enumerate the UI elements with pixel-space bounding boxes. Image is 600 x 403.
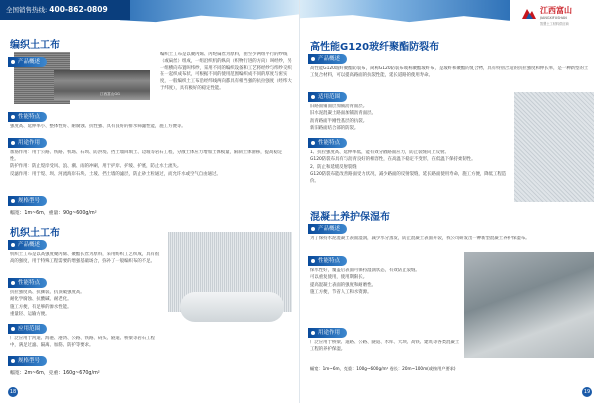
tag-overview-1: 产品概述 (8, 57, 47, 67)
hotline-label: 全国销售热线: (6, 6, 48, 14)
machine-woven-spec: 幅宽：2m~6m，克重：160g~670g/m² (10, 371, 100, 376)
machine-woven-intro-text: 机织土工布是以高强度聚丙烯、聚酯长丝为原料，采用纺织工艺织成，具有很高的强度，用于特殊工程需要的增强基础场合，弥补了一般编织布的不足。 (10, 252, 160, 264)
anti-crack-features-list (310, 150, 510, 202)
header-wave (300, 0, 510, 26)
section-title-machine-woven: 机织土工布 (10, 228, 60, 239)
scope-item: 旧路面铺面层加铺沥青面层。 (310, 104, 368, 109)
woven-spec: 幅宽：1m~6m，重量：90g~600g/m² (10, 211, 97, 216)
feature-item: 2、防止和延缓反射裂缝 (310, 164, 357, 170)
curing-uses-text: 广泛应用于桥梁、道路、公路、隧道、水库、大坝、高铁、建筑等各类混凝土工程的养护保湿。 (310, 340, 460, 352)
tag-spec-2: 规格型号 (8, 356, 47, 366)
woven-features-text: 强度高、延伸率小、整体性好、耐腐蚀、抗性强、具有良好的排水筛滤性能，施工方便等。 (10, 124, 186, 129)
curing-feature-item: 可以重复使用，使用期限长。 (310, 275, 368, 281)
scope-item: 沥青路面半刚性基层的抗裂。 (310, 118, 368, 124)
header-wave (120, 0, 300, 26)
scope-item: 新旧路面结合部的防裂。 (310, 126, 359, 132)
curing-feature-item: 保水性好，覆盖后表面可保持湿润状态，有效防止裂缝。 (310, 268, 420, 273)
tag-features-4: 性能特点 (308, 256, 347, 266)
anti-crack-scope-list (310, 104, 510, 132)
woven-use-item: 反滤作用：用于堤、坝、河流海岸石块、土坡、挡土墙的滤层，防止砂土粒通过，而允许水或空气自由通过。 (10, 171, 221, 177)
curing-feature-item: 提高混凝土表面的强度和耐磨性。 (310, 282, 376, 288)
feature-item: G120防裂布能改善路面受力状况，减少路面的反射裂缝，延长路面使用寿命，施工方便，降低工程造价。 (310, 172, 507, 184)
anti-crack-intro-text: 高性能G120玻纤聚酯防裂布，简称G120防裂布或称聚酯玻纤布，是玻纤和聚酯的复合物，具有特别合适的抗拉强度和伸长率，是一种新型的土工复合材料，可以提高路面的抗裂性能，延长道路的使用寿命。 (310, 66, 589, 78)
page-number-right: 19 (583, 389, 591, 395)
logo-name: 江西富山 (540, 6, 572, 15)
page-number-left: 18 (9, 389, 17, 395)
curing-spec: 幅宽：1m~6m，克重：100g~600g/m² 卷长：20m~100m(或按用户要求) (310, 366, 456, 371)
logo-english: JIANGXIFUSHAN (540, 16, 567, 20)
tag-spec-1: 规格型号 (8, 196, 47, 206)
white-fabric-roll-photo (180, 292, 284, 322)
section-title-anti-crack-fabric: 高性能G120玻纤聚酯防裂布 (310, 42, 440, 53)
feature-item: 1、抗拉强度高、延伸率低，能有效分散路面应力，防止裂缝向上反射。 (310, 150, 449, 155)
tag-uses-4: 用途作用 (308, 328, 347, 338)
feature-item: G120防裂布具有与沥青良好的相容性，在高温下稳定不变形，在低温下保持柔韧性。 (310, 157, 476, 163)
tag-overview-3: 产品概述 (308, 54, 347, 64)
mountain-logo-icon (522, 6, 536, 20)
tag-scope-3: 适用范围 (308, 92, 347, 102)
curing-feature-item: 施工方便，节省人工和水资源。 (310, 290, 372, 296)
tag-uses-1: 用途作用 (8, 138, 47, 148)
scope-item: 旧水泥混凝土路面加铺沥青面层。 (310, 111, 376, 117)
machine-feature-item: 重量轻、运输方便。 (10, 312, 50, 318)
tag-scope-2: 应用范围 (8, 324, 47, 334)
woven-use-item: 防护作用：防止堤岸受风、浪、潮、雨的冲刷，用于护岸、护坡、护底，防止水土流失。 (10, 164, 182, 170)
woven-use-item: 加筋作用：用于公路、铁路、机场、石坝、防洪堤、挡土墙回填土、边坡等岩石工程，分散土体应力增加土体模量，限制土体滑移，提高稳定性。 (10, 150, 283, 162)
tag-features-2: 性能特点 (8, 278, 47, 288)
machine-woven-features-list (10, 290, 162, 318)
woven-uses-list (10, 150, 290, 192)
tag-overview-2: 产品概述 (8, 240, 47, 250)
machine-feature-item: 抗拉强度高、抗撕裂、抗顶破强度高。 (10, 290, 85, 295)
curing-intro-text: 为了保持水泥混凝土表面湿润，减少水分蒸发，防止混凝土表面开裂，我公司研发出一种新型混凝土养护保湿布。 (310, 236, 530, 241)
section-title-woven-geotextile: 编织土工布 (10, 40, 60, 51)
hotline-number: 400-862-0809 (49, 5, 108, 14)
anti-crack-fabric-photo (514, 92, 594, 202)
woven-intro-text: 编织土工布是以聚丙烯、丙纶扁丝为原料，由至少两组平行的纱线（或扁丝）组成，一组沿织机的纵向（织物行进的方向）叫经纱，另一组横向布置叫纬纱，采用不同的编织设备和工艺将经纱与纬纱交织在一起织成布状，可根据不同的使用范围编织成不同的厚度与密实度，一般编织土工布沿经纬线两向都具有相当强的抗拉强度（经纬大于纬度），具有极好的稳定性能。 (160, 52, 292, 91)
machine-feature-item: 施工方便，有足够的渗水性能。 (10, 304, 72, 310)
section-title-curing-blanket: 混凝土养护保湿布 (310, 212, 390, 223)
tag-features-3: 性能特点 (308, 138, 347, 148)
tag-features-1: 性能特点 (8, 112, 47, 122)
curing-features-list (310, 268, 460, 320)
machine-feature-item: 耐化学腐蚀、抗酸碱、耐老化。 (10, 297, 72, 303)
photo-watermark: 江西富山GG (100, 92, 120, 96)
right-page (300, 0, 600, 403)
machine-woven-scope-text: 广泛应用于河道、海港、港湾、公路、铁路、码头、隧道、桥梁等岩石工程中，满足过滤、隔离、加筋、防护等要求。 (10, 336, 155, 348)
tag-overview-4: 产品概述 (308, 224, 347, 234)
hotline-bar (0, 0, 130, 20)
logo-slogan: 智慧土工材料供应商 (540, 22, 569, 26)
curing-blanket-field-photo (464, 252, 594, 358)
